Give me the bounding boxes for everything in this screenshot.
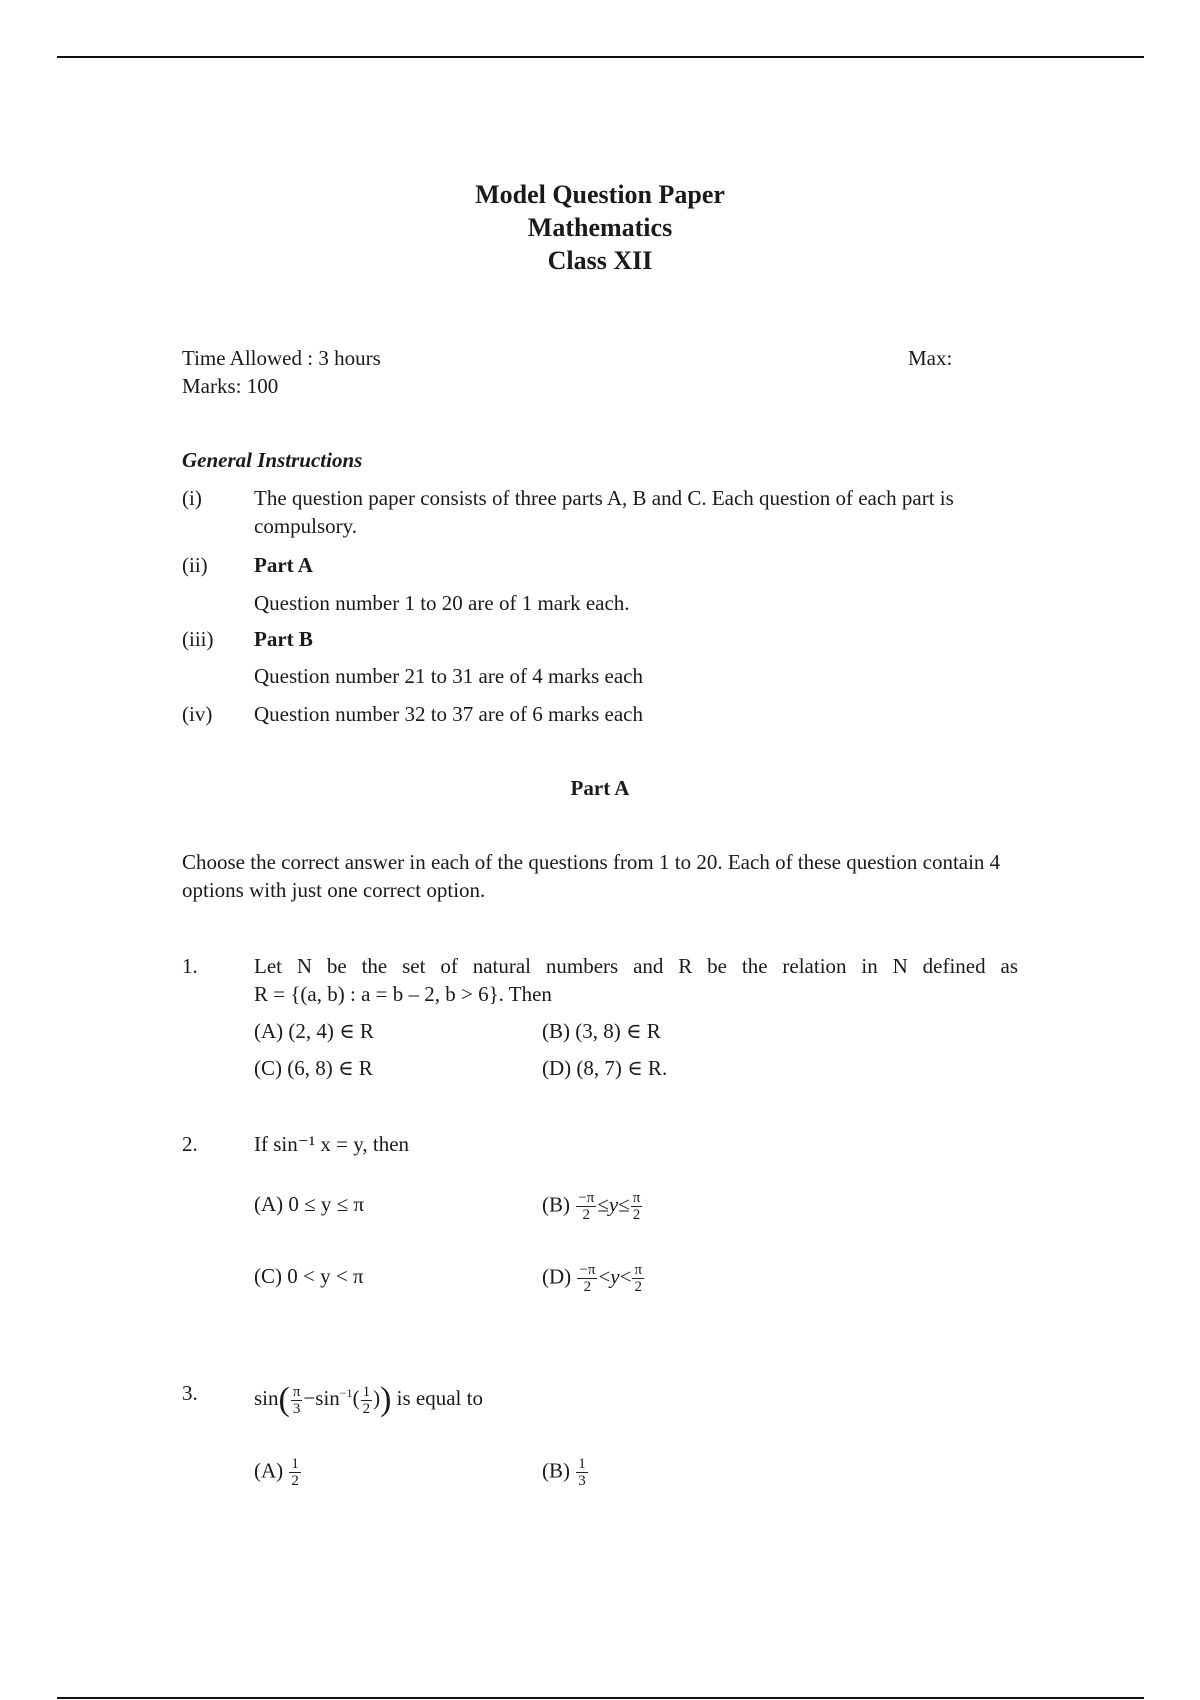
instruction-text: Question number 1 to 20 are of 1 mark each. [254, 591, 630, 615]
instruction-heading: Part B [254, 627, 313, 651]
option-a: (A) 0 ≤ y ≤ π [254, 1192, 365, 1216]
paper-title: Model Question Paper [475, 180, 725, 209]
part-a-heading: Part A [570, 776, 630, 800]
option-label: (B) [542, 1192, 570, 1217]
time-allowed: Time Allowed : 3 hours [182, 346, 381, 370]
instruction-text: The question paper consists of three parts A, B and C. Each question of each part is compulsory. [254, 486, 954, 538]
instruction-text: Question number 32 to 37 are of 6 marks each [254, 702, 643, 726]
option-label: (B) [542, 1458, 570, 1483]
paper-class: Class XII [547, 246, 653, 275]
paper-subject: Mathematics [527, 213, 673, 242]
question-stem-text: is equal to [396, 1386, 483, 1410]
fraction: $\frac{-\pi}{2}$ [579, 1262, 596, 1295]
fraction: $\frac{\pi}{2}$ [634, 1262, 643, 1295]
instruction-num: (ii) [182, 553, 208, 577]
max-label: Max: [908, 346, 953, 370]
question-stem [254, 1379, 483, 1417]
instruction-num: (i) [182, 486, 202, 510]
option-b: (B) $\frac{-\pi}{2}$ ≤y≤ $\frac{\pi}{2}$ [542, 1190, 641, 1223]
option-d: (D) $\frac{-\pi}{2}$ <y< $\frac{\pi}{2}$ [542, 1262, 643, 1295]
option-c: (C) (6, 8) ∈ R [254, 1056, 373, 1080]
option-a: (A) (2, 4) ∈ R [254, 1019, 374, 1043]
question-stem: Let N be the set of natural numbers and R be the relation in N defined as [254, 954, 1018, 978]
question-number: 2. [182, 1132, 198, 1156]
option-label: (D) [542, 1264, 572, 1289]
instruction-num: (iii) [182, 627, 214, 651]
math-expression: sin( $\frac{\pi}{3}$ $-\sin^{-1}$( $\frac{1}{2}$ )) [254, 1381, 392, 1419]
option-d: (D) (8, 7) ∈ R. [542, 1056, 668, 1080]
question-stem: R = {(a, b) : a = b – 2, b > 6}. Then [254, 982, 552, 1006]
option-b [542, 1456, 589, 1489]
fraction: $\frac{1}{2}$ [291, 1456, 299, 1489]
option-a [254, 1456, 302, 1489]
instruction-heading: Part A [254, 553, 313, 577]
paper-header [0, 178, 1200, 277]
option-label: (A) [254, 1458, 284, 1483]
marks: Marks: 100 [182, 374, 279, 398]
instructions-heading: General Instructions [182, 448, 363, 472]
question-number: 3. [182, 1381, 198, 1405]
fraction: $\frac{-\pi}{2}$ [578, 1190, 595, 1223]
option-b: (B) (3, 8) ∈ R [542, 1019, 661, 1043]
fraction: $\frac{\pi}{2}$ [632, 1190, 641, 1223]
fraction: $\frac{1}{3}$ [578, 1456, 586, 1489]
top-rule [57, 56, 1144, 58]
bottom-rule [57, 1697, 1144, 1699]
instruction-text: Question number 21 to 31 are of 4 marks each [254, 664, 643, 688]
question-number: 1. [182, 954, 198, 978]
part-a-intro: Choose the correct answer in each of the questions from 1 to 20. Each of these question contain 4 options with just one correct option. [182, 850, 1001, 902]
question-stem: If sin⁻¹ x = y, then [254, 1132, 410, 1156]
option-c: (C) 0 < y < π [254, 1264, 364, 1288]
instruction-num: (iv) [182, 702, 213, 726]
